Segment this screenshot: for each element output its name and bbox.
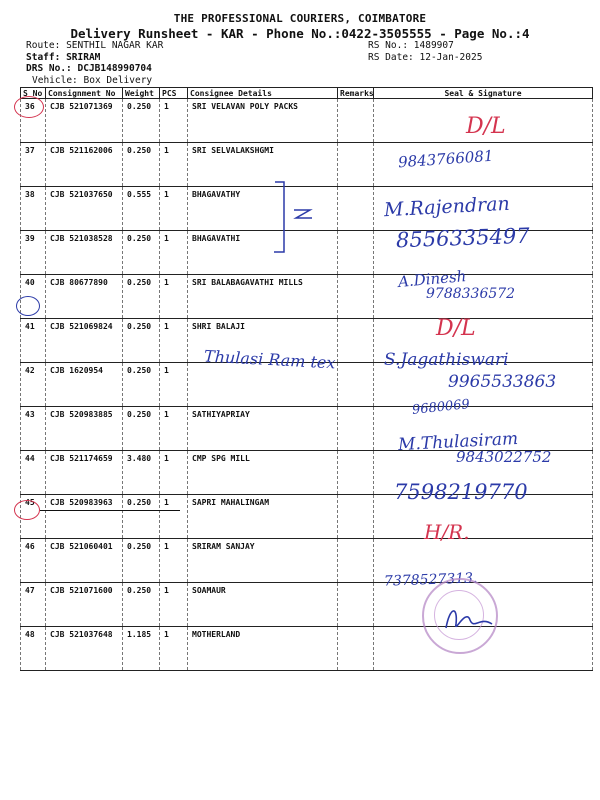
col-header-sno: S No	[21, 88, 46, 99]
rs-date-value: 12-Jan-2025	[419, 51, 483, 63]
phone-row-43: 9965533863	[448, 372, 557, 392]
sno-cell: 39	[21, 231, 46, 275]
consignment-cell: CJB 520983963	[46, 495, 123, 539]
consignment-cell: CJB 520983885	[46, 407, 123, 451]
sno-cell: 44	[21, 451, 46, 495]
col-header-weight: Weight	[123, 88, 160, 99]
pcs-cell: 1	[160, 143, 188, 187]
col-header-consignment: Consignment No	[46, 88, 123, 99]
consignment-cell: CJB 521071369	[46, 99, 123, 143]
weight-cell: 0.250	[123, 275, 160, 319]
bracket-mark	[270, 180, 330, 260]
sno-cell: 36	[21, 99, 46, 143]
route-label: Route:	[26, 40, 61, 51]
table-row	[21, 539, 593, 583]
consignee-cell: SATHIYAPRIAY	[188, 407, 338, 451]
consignment-cell: CJB 521060401	[46, 539, 123, 583]
sno-cell: 46	[21, 539, 46, 583]
consignee-cell: MOTHERLAND	[188, 627, 338, 671]
consignee-cell: SRI VELAVAN POLY PACKS	[188, 99, 338, 143]
pcs-cell: 1	[160, 319, 188, 363]
signature-scribble-48	[440, 598, 500, 638]
remarks-cell	[338, 627, 374, 671]
hr-mark-46: H/R.	[424, 520, 470, 544]
pcs-cell: 1	[160, 451, 188, 495]
weight-cell: 0.250	[123, 231, 160, 275]
col-header-signature: Seal & Signature	[374, 88, 593, 99]
weight-cell: 1.185	[123, 627, 160, 671]
consignee-cell: SOAMAUR	[188, 583, 338, 627]
sno-cell: 42	[21, 363, 46, 407]
remarks-cell	[338, 275, 374, 319]
rs-no-label: RS No.:	[368, 40, 409, 51]
company-title: THE PROFESSIONAL COURIERS, COIMBATORE	[173, 12, 427, 25]
consignment-cell: CJB 521071600	[46, 583, 123, 627]
consignment-cell: CJB 80677890	[46, 275, 123, 319]
weight-cell: 0.250	[123, 99, 160, 143]
sno-cell: 40	[21, 275, 46, 319]
weight-cell: 0.250	[123, 583, 160, 627]
red-circle-row-41	[16, 296, 40, 316]
signature-row-37: 9843766081	[397, 146, 494, 172]
sno-cell: 48	[21, 627, 46, 671]
weight-cell: 0.250	[123, 319, 160, 363]
runsheet-meta-left	[26, 40, 163, 86]
col-header-remarks: Remarks	[338, 88, 374, 99]
consignee-cell: SRI SELVALAKSHGMI	[188, 143, 338, 187]
drs-value: DCJB148990704	[77, 63, 152, 74]
pcs-cell: 1	[160, 363, 188, 407]
remarks-cell	[338, 539, 374, 583]
phone-row-44: 9843022752	[456, 448, 552, 466]
vehicle-label: Vehicle:	[32, 74, 78, 86]
consignment-cell: CJB 1620954	[46, 363, 123, 407]
col-header-pcs: PCS	[160, 88, 188, 99]
consignee-cell: SRI BALABAGAVATHI MILLS	[188, 275, 338, 319]
red-circle-row-46	[14, 500, 40, 520]
remarks-cell	[338, 407, 374, 451]
pcs-cell: 1	[160, 583, 188, 627]
weight-cell: 0.250	[123, 539, 160, 583]
remarks-cell	[338, 99, 374, 143]
phone-row-48: 7378527313.	[383, 570, 478, 590]
remarks-cell	[338, 143, 374, 187]
consignment-cell: CJB 521038528	[46, 231, 123, 275]
remarks-cell	[338, 495, 374, 539]
pcs-cell: 1	[160, 407, 188, 451]
runsheet-subtitle: Delivery Runsheet - KAR - Phone No.:0422-3505555 - Page No.:4	[70, 26, 530, 41]
table-row	[21, 99, 593, 143]
rs-date-label: RS Date:	[368, 51, 414, 63]
staff-value: SRIRAM	[66, 51, 101, 63]
pcs-cell: 1	[160, 275, 188, 319]
strikethrough-row-46	[40, 510, 180, 511]
staff-label: Staff:	[26, 51, 61, 63]
consignee-handwritten-42: Thulasi Ram tex	[203, 346, 336, 373]
pcs-cell: 1	[160, 539, 188, 583]
weight-cell: 3.480	[123, 451, 160, 495]
consignment-cell: CJB 521069824	[46, 319, 123, 363]
table-row	[21, 627, 593, 671]
sno-cell: 43	[21, 407, 46, 451]
consignee-cell: BHAGAVATHY	[188, 187, 338, 231]
consignment-cell: CJB 521174659	[46, 451, 123, 495]
weight-cell: 0.250	[123, 143, 160, 187]
consignee-cell: SAPRI MAHALINGAM	[188, 495, 338, 539]
weight-cell: 0.250	[123, 495, 160, 539]
signature-row-42: S.Jagathiswari	[384, 350, 509, 370]
sno-cell: 45	[21, 495, 46, 539]
signature-row-43: 9680069	[411, 397, 471, 418]
phone-row-40: 9788336572	[426, 286, 516, 302]
rs-no-value: 1489907	[413, 40, 454, 51]
weight-cell: 0.555	[123, 187, 160, 231]
consignee-cell: SRIRAM SANJAY	[188, 539, 338, 583]
consignment-cell: CJB 521037650	[46, 187, 123, 231]
sno-cell: 47	[21, 583, 46, 627]
sno-cell: 38	[21, 187, 46, 231]
weight-cell: 0.250	[123, 363, 160, 407]
pcs-cell: 1	[160, 231, 188, 275]
delivered-mark-36: D/L	[466, 114, 506, 139]
route-value: SENTHIL NAGAR KAR	[66, 40, 164, 51]
phone-row-39: 8556335497	[395, 223, 530, 253]
table-row	[21, 583, 593, 627]
remarks-cell	[338, 231, 374, 275]
table-header-row	[21, 88, 593, 99]
pcs-cell: 1	[160, 187, 188, 231]
remarks-cell	[338, 583, 374, 627]
consignee-cell: BHAGAVATHI	[188, 231, 338, 275]
consignment-cell: CJB 521162006	[46, 143, 123, 187]
remarks-cell	[338, 363, 374, 407]
remarks-cell	[338, 187, 374, 231]
vehicle-value: Box Delivery	[83, 74, 153, 86]
consignee-cell: SHRI BALAJI	[188, 319, 338, 363]
sno-cell: 41	[21, 319, 46, 363]
pcs-cell: 1	[160, 627, 188, 671]
runsheet-meta-right	[368, 40, 482, 63]
delivered-mark-41: D/L	[436, 316, 476, 341]
remarks-cell	[338, 319, 374, 363]
signature-row-40: A.Dinesh	[397, 267, 467, 291]
red-circle-row-36	[14, 96, 44, 118]
phone-row-45: 7598219770	[394, 480, 528, 504]
col-header-consignee: Consignee Details	[188, 88, 338, 99]
weight-cell: 0.250	[123, 407, 160, 451]
pcs-cell: 1	[160, 99, 188, 143]
consignment-cell: CJB 521037648	[46, 627, 123, 671]
drs-label: DRS No.:	[26, 63, 72, 74]
signature-row-44: M.Thulasiram	[397, 428, 519, 456]
signature-row-38: M.Rajendran	[383, 192, 511, 222]
pcs-cell: 1	[160, 495, 188, 539]
consignee-cell: CMP SPG MILL	[188, 451, 338, 495]
sno-cell: 37	[21, 143, 46, 187]
remarks-cell	[338, 451, 374, 495]
